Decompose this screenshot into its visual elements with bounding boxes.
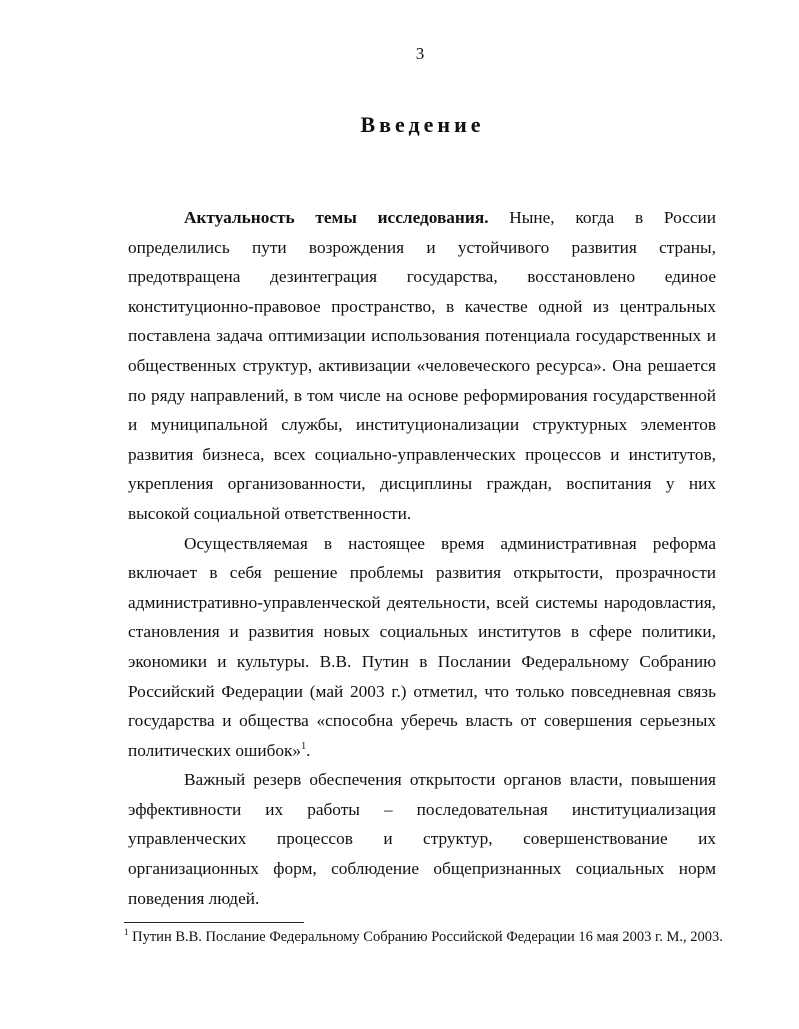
paragraph-relevance <box>128 203 716 529</box>
footnote-reference: 1 <box>301 740 307 752</box>
paragraph-reform <box>128 529 716 766</box>
paragraph-reserve-text: Важный резерв обеспечения открытости органов власти, повышения эффективности их работы – последовательная институциализация управленческих процессов и структур, совершенствование их организационных форм, соблюдение общепризнанных социальных норм поведения людей. <box>128 770 716 908</box>
paragraph-reserve <box>128 765 716 913</box>
footnote-divider <box>124 922 304 923</box>
relevance-lead: Актуальность темы исследования. <box>184 208 489 227</box>
footnote <box>124 928 724 946</box>
footnote-marker: 1 <box>124 927 129 938</box>
paragraph-relevance-text: Ныне, когда в России определились пути возрождения и устойчивого развития страны, предотвращена дезинтеграция государства, восстановлено единое конституционно-правовое пространство, в качестве одной из центральных поставлена задача оптимизации использования потенциала государственных и общественных структур, активизации «человеческого ресурса». Она решается по ряду направлений, в том числе на основе реформирования государственной и муниципальной службы, институционализации структурных элементов развития бизнеса, всех социально-управленческих процессов и институтов, укрепления организованности, дисциплины граждан, воспитания у них высокой социальной ответственности. <box>128 208 716 523</box>
footnote-text: Путин В.В. Послание Федеральному Собранию Российской Федерации 16 мая 2003 г. М., 2003. <box>128 929 723 945</box>
paragraph-reform-end: . <box>306 740 311 760</box>
page-number: 3 <box>415 44 425 63</box>
body-text <box>128 203 716 913</box>
paragraph-reform-text: Осуществляемая в настоящее время административная реформа включает в себя решение проблемы развития открытости, прозрачности административно-управленческой деятельности, всей системы народовластия, становления и развития новых социальных институтов в сфере политики, экономики и культуры. В.В. Путин в Послании Федеральному Собранию Российский Федерации (май 2003 г.) отметил, что только повседневная связь государства и общества «способна уберечь власть от совершения серьезных политических ошибок» <box>128 533 716 760</box>
page-title: Введение <box>360 112 485 137</box>
